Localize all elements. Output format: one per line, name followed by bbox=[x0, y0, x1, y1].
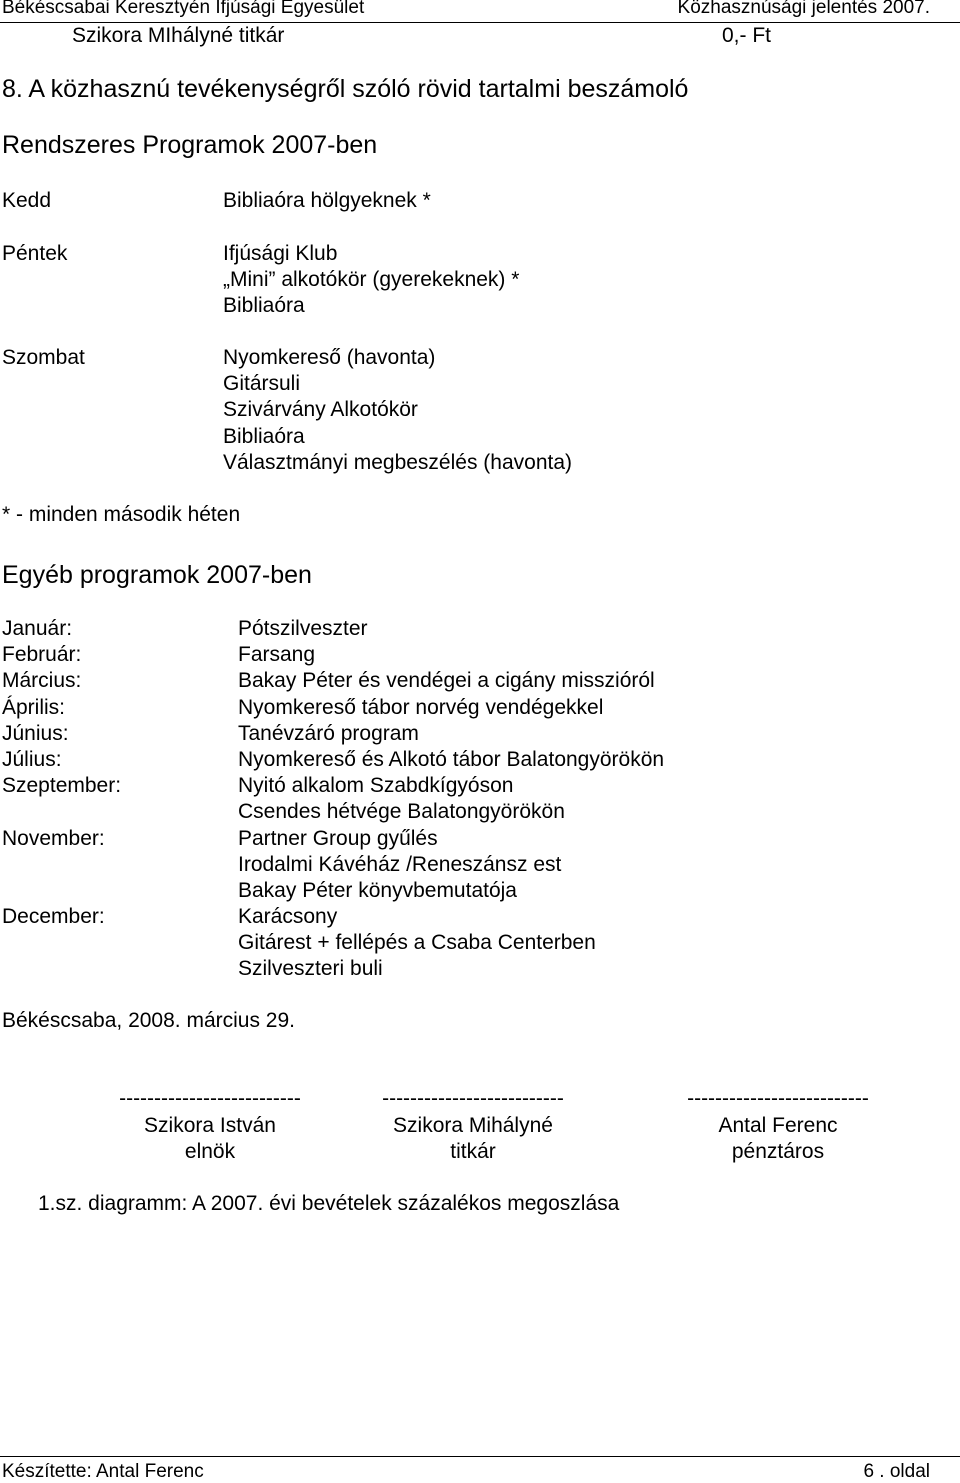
header-report-title: Közhasznúsági jelentés 2007. bbox=[677, 0, 930, 18]
signature-name: Szikora István bbox=[144, 1113, 276, 1137]
month-column bbox=[2, 616, 121, 983]
signature-block-treasurer bbox=[663, 1086, 893, 1166]
signature-line: -------------------------- bbox=[382, 1087, 564, 1110]
header-organization: Békéscsabai Keresztyén Ifjúsági Egyesület bbox=[2, 0, 365, 18]
diagram-caption: 1.sz. diagramm: A 2007. évi bevételek százalékos megoszlása bbox=[38, 1192, 620, 1215]
program-item: Bibliaóra hölgyeknek * bbox=[223, 189, 431, 212]
event-item: Partner Group gyűlés bbox=[238, 826, 438, 850]
event-item: Irodalmi Kávéház /Reneszánsz est bbox=[238, 852, 562, 876]
regular-programs-heading: Rendszeres Programok 2007-ben bbox=[2, 131, 378, 159]
signature-role: titkár bbox=[450, 1140, 496, 1163]
footer-rule bbox=[0, 1456, 960, 1457]
place-date: Békéscsaba, 2008. március 29. bbox=[2, 1009, 295, 1032]
month-label bbox=[2, 799, 121, 825]
signature-block-president bbox=[95, 1086, 325, 1166]
event-item: Nyitó alkalom Szabdkígyóson bbox=[238, 774, 514, 798]
event-item: Gitárest + fellépés a Csaba Centerben bbox=[238, 931, 596, 955]
header-rule bbox=[0, 22, 960, 23]
day-label-tuesday: Kedd bbox=[2, 189, 52, 212]
event-column bbox=[238, 616, 664, 983]
month-label bbox=[2, 956, 121, 982]
month-label: December: bbox=[2, 905, 105, 929]
signature-line: -------------------------- bbox=[687, 1087, 869, 1110]
program-item: Bibliaóra bbox=[223, 424, 305, 448]
footnote: * - minden második héten bbox=[2, 503, 241, 526]
event-item: Tanévzáró program bbox=[238, 721, 419, 745]
month-label bbox=[2, 930, 121, 956]
saturday-programs bbox=[223, 345, 572, 476]
footer-page-number: 6 . oldal bbox=[863, 1461, 930, 1482]
other-programs-heading: Egyéb programok 2007-ben bbox=[2, 561, 312, 589]
event-item: Bakay Péter és vendégei a cigány misszióról bbox=[238, 669, 655, 693]
event-item: Csendes hétvége Balatongyörökön bbox=[238, 800, 565, 824]
event-item: Farsang bbox=[238, 643, 316, 667]
month-label: Február: bbox=[2, 643, 82, 667]
signature-name: Szikora Mihályné bbox=[393, 1113, 553, 1137]
event-item: Karácsony bbox=[238, 905, 338, 929]
tuesday-programs bbox=[223, 188, 431, 214]
program-item: Nyomkereső (havonta) bbox=[223, 346, 436, 369]
section-title: 8. A közhasznú tevékenységről szóló rövid tartalmi beszámoló bbox=[2, 75, 689, 103]
month-label bbox=[2, 852, 121, 878]
program-item: Gitársuli bbox=[223, 372, 301, 396]
program-item: Ifjúsági Klub bbox=[223, 242, 338, 265]
event-item: Nyomkereső és Alkotó tábor Balatongyörökön bbox=[238, 747, 665, 771]
event-item: Nyomkereső tábor norvég vendégekkel bbox=[238, 695, 604, 719]
footer-author: Készítette: Antal Ferenc bbox=[2, 1461, 204, 1482]
month-label bbox=[2, 878, 121, 904]
signature-name: Antal Ferenc bbox=[718, 1113, 838, 1137]
program-item: Választmányi megbeszélés (havonta) bbox=[223, 450, 573, 474]
program-item: „Mini” alkotókör (gyerekeknek) * bbox=[223, 268, 520, 292]
signature-role: pénztáros bbox=[731, 1140, 825, 1163]
month-label: Július: bbox=[2, 747, 62, 771]
signature-block-secretary bbox=[358, 1086, 588, 1166]
salary-name: Szikora MIhályné titkár bbox=[72, 24, 285, 47]
program-item: Bibliaóra bbox=[223, 294, 305, 318]
month-label: November: bbox=[2, 826, 105, 850]
month-label: Január: bbox=[2, 617, 73, 640]
month-label: Március: bbox=[2, 669, 82, 693]
day-label-friday: Péntek bbox=[2, 242, 68, 265]
day-label-saturday: Szombat bbox=[2, 346, 85, 369]
program-item: Szivárvány Alkotókör bbox=[223, 398, 418, 422]
friday-programs bbox=[223, 241, 519, 320]
event-item: Bakay Péter könyvbemutatója bbox=[238, 878, 517, 902]
signature-line: -------------------------- bbox=[119, 1087, 301, 1110]
month-label: Április: bbox=[2, 695, 66, 719]
salary-amount: 0,- Ft bbox=[722, 24, 772, 47]
signature-role: elnök bbox=[184, 1140, 236, 1163]
event-item: Szilveszteri buli bbox=[238, 957, 383, 981]
month-label: Június: bbox=[2, 721, 69, 745]
event-item: Pótszilveszter bbox=[238, 617, 368, 640]
month-label: Szeptember: bbox=[2, 774, 122, 798]
